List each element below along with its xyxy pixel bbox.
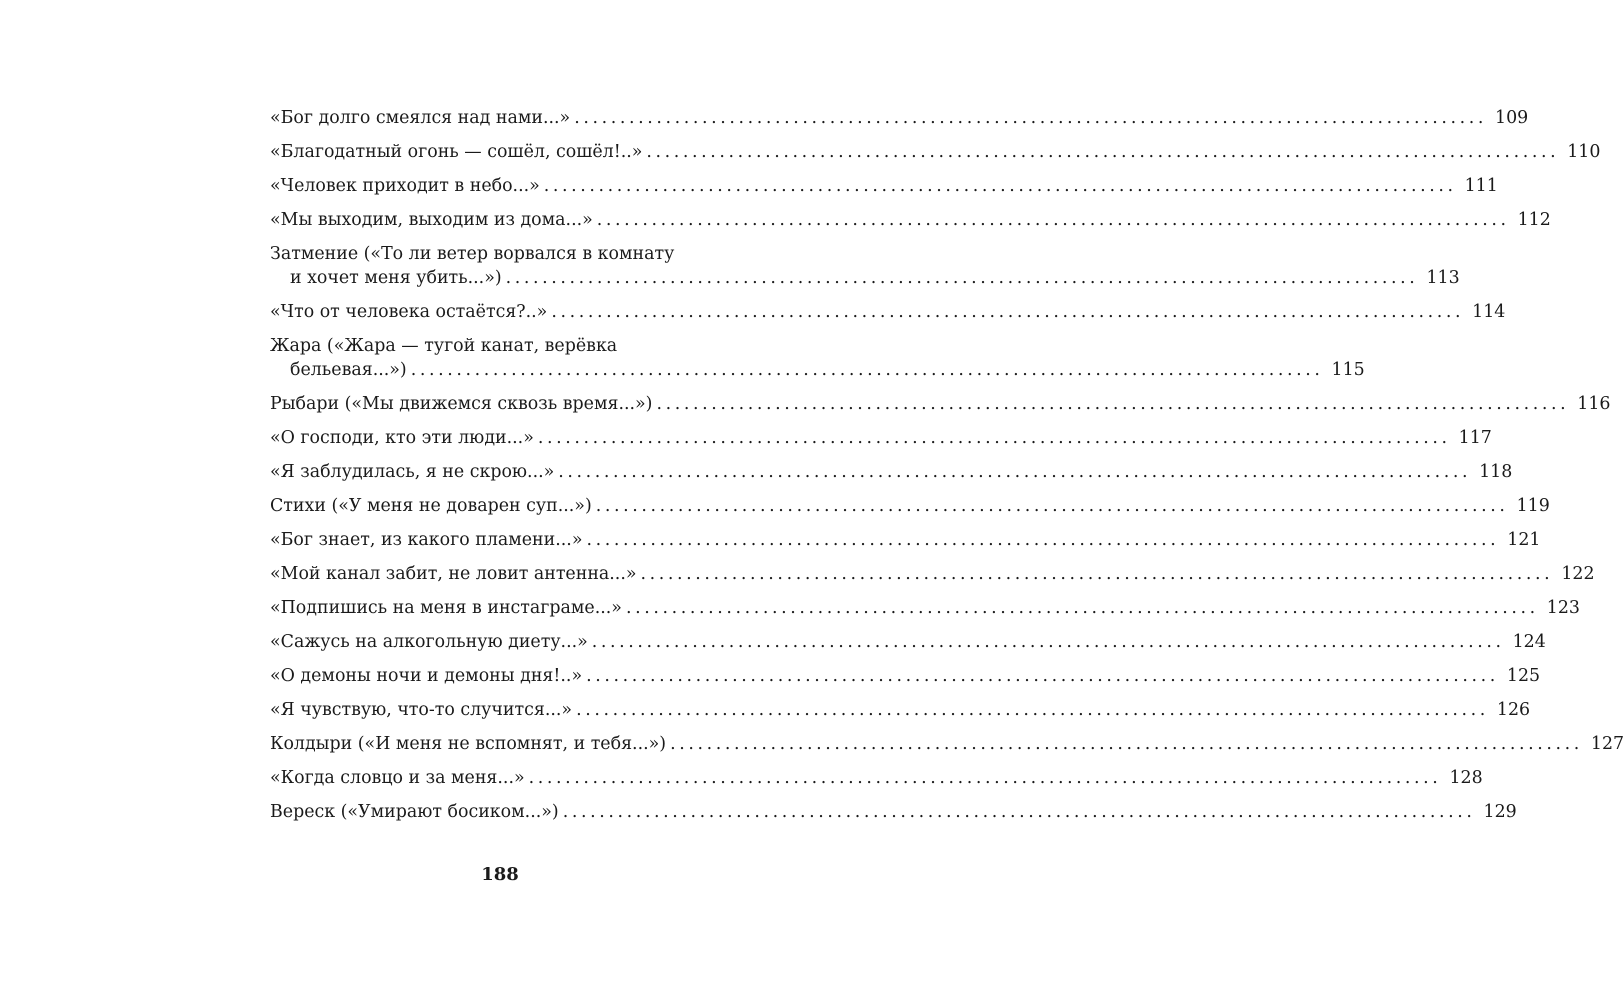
toc-entry-page: 114 xyxy=(1472,302,1506,322)
toc-entry-title-line1: Затмение («То ли ветер ворвался в комнату xyxy=(270,244,675,264)
toc-entry xyxy=(270,392,1611,416)
dot-leader: .................................................................................................... xyxy=(574,108,1487,128)
toc-entry-title: «Когда словцо и за меня...» xyxy=(270,768,525,788)
toc-entry xyxy=(270,800,1517,824)
table-of-contents xyxy=(270,106,1624,834)
dot-leader: .................................................................................................... xyxy=(640,564,1554,584)
toc-entry-title: «О демоны ночи и демоны дня!..» xyxy=(270,666,583,686)
toc-entry-title: «Бог знает, из какого пламени...» xyxy=(270,530,583,550)
toc-entry-page: 112 xyxy=(1517,210,1551,230)
toc-entry xyxy=(270,494,1550,518)
toc-entry xyxy=(270,630,1546,654)
toc-entry-title: Вереск («Умирают босиком...») xyxy=(270,802,559,822)
toc-entry xyxy=(270,426,1492,450)
toc-entry-title: «О господи, кто эти люди...» xyxy=(270,428,534,448)
toc-entry-title: «Благодатный огонь — сошёл, сошёл!..» xyxy=(270,142,643,162)
dot-leader: .................................................................................................... xyxy=(656,394,1570,414)
page-number: 188 xyxy=(481,864,519,885)
dot-leader: .................................................................................................... xyxy=(551,302,1465,322)
toc-entry-page: 119 xyxy=(1516,496,1550,516)
dot-leader: .................................................................................................... xyxy=(591,632,1505,652)
toc-entry xyxy=(270,528,1541,552)
toc-entry-title: «Человек приходит в небо...» xyxy=(270,176,540,196)
dot-leader: .................................................................................................... xyxy=(410,360,1324,380)
toc-entry-page: 110 xyxy=(1567,142,1601,162)
toc-entry-title: «Мы выходим, выходим из дома...» xyxy=(270,210,593,230)
toc-entry-page: 122 xyxy=(1561,564,1595,584)
toc-entry-page: 124 xyxy=(1512,632,1546,652)
toc-entry-title: «Я чувствую, что-то случится...» xyxy=(270,700,573,720)
toc-entry xyxy=(270,334,1365,382)
toc-entry-title: бельевая...») xyxy=(290,360,407,380)
toc-entry xyxy=(270,766,1483,790)
toc-entry xyxy=(270,300,1506,324)
toc-entry xyxy=(270,174,1498,198)
dot-leader: .................................................................................................... xyxy=(505,268,1419,288)
toc-entry-page: 128 xyxy=(1449,768,1483,788)
toc-entry-title: и хочет меня убить...») xyxy=(290,268,502,288)
toc-entry-page: 129 xyxy=(1483,802,1517,822)
toc-entry-page: 123 xyxy=(1546,598,1580,618)
dot-leader: .................................................................................................... xyxy=(528,768,1442,788)
toc-entry-title: «Мой канал забит, не ловит антенна...» xyxy=(270,564,637,584)
dot-leader: .................................................................................................... xyxy=(670,734,1583,754)
toc-entry xyxy=(270,596,1580,620)
toc-entry-title: «Что от человека остаётся?..» xyxy=(270,302,548,322)
toc-entry xyxy=(270,460,1513,484)
toc-entry-page: 116 xyxy=(1577,394,1611,414)
dot-leader: .................................................................................................... xyxy=(646,142,1560,162)
dot-leader: .................................................................................................... xyxy=(595,496,1509,516)
toc-entry-title: Рыбари («Мы движемся сквозь время...») xyxy=(270,394,653,414)
toc-entry-page: 118 xyxy=(1479,462,1513,482)
toc-entry-page: 109 xyxy=(1495,108,1529,128)
dot-leader: .................................................................................................... xyxy=(537,428,1451,448)
toc-entry xyxy=(270,242,1460,290)
toc-entry-title: «Бог долго смеялся над нами...» xyxy=(270,108,571,128)
toc-entry-title: «Я заблудилась, я не скрою...» xyxy=(270,462,555,482)
dot-leader: .................................................................................................... xyxy=(586,666,1499,686)
dot-leader: .................................................................................................... xyxy=(576,700,1489,720)
toc-entry-page: 117 xyxy=(1458,428,1492,448)
toc-entry xyxy=(270,664,1541,688)
toc-entry xyxy=(270,562,1595,586)
dot-leader: .................................................................................................... xyxy=(586,530,1500,550)
toc-entry-page: 121 xyxy=(1507,530,1541,550)
dot-leader: .................................................................................................... xyxy=(596,210,1510,230)
toc-entry xyxy=(270,208,1551,232)
toc-entry-page: 113 xyxy=(1426,268,1460,288)
toc-entry xyxy=(270,732,1624,756)
toc-entry-page: 127 xyxy=(1590,734,1624,754)
dot-leader: .................................................................................................... xyxy=(562,802,1476,822)
toc-entry-page: 125 xyxy=(1506,666,1541,686)
toc-entry-title: Стихи («У меня не доварен суп...») xyxy=(270,496,592,516)
dot-leader: .................................................................................................... xyxy=(543,176,1457,196)
toc-entry-title: «Сажусь на алкогольную диету...» xyxy=(270,632,588,652)
toc-entry-page: 111 xyxy=(1464,176,1498,196)
dot-leader: .................................................................................................... xyxy=(558,462,1472,482)
toc-entry xyxy=(270,698,1531,722)
toc-entry-page: 115 xyxy=(1331,360,1365,380)
toc-entry xyxy=(270,106,1529,130)
dot-leader: .................................................................................................... xyxy=(625,598,1539,618)
toc-entry-page: 126 xyxy=(1496,700,1531,720)
toc-entry-title: Колдыри («И меня не вспомнят, и тебя...») xyxy=(270,734,667,754)
toc-entry xyxy=(270,140,1601,164)
toc-entry-title-line1: Жара («Жара — тугой канат, верёвка xyxy=(270,336,618,356)
toc-entry-title: «Подпишись на меня в инстаграме...» xyxy=(270,598,622,618)
